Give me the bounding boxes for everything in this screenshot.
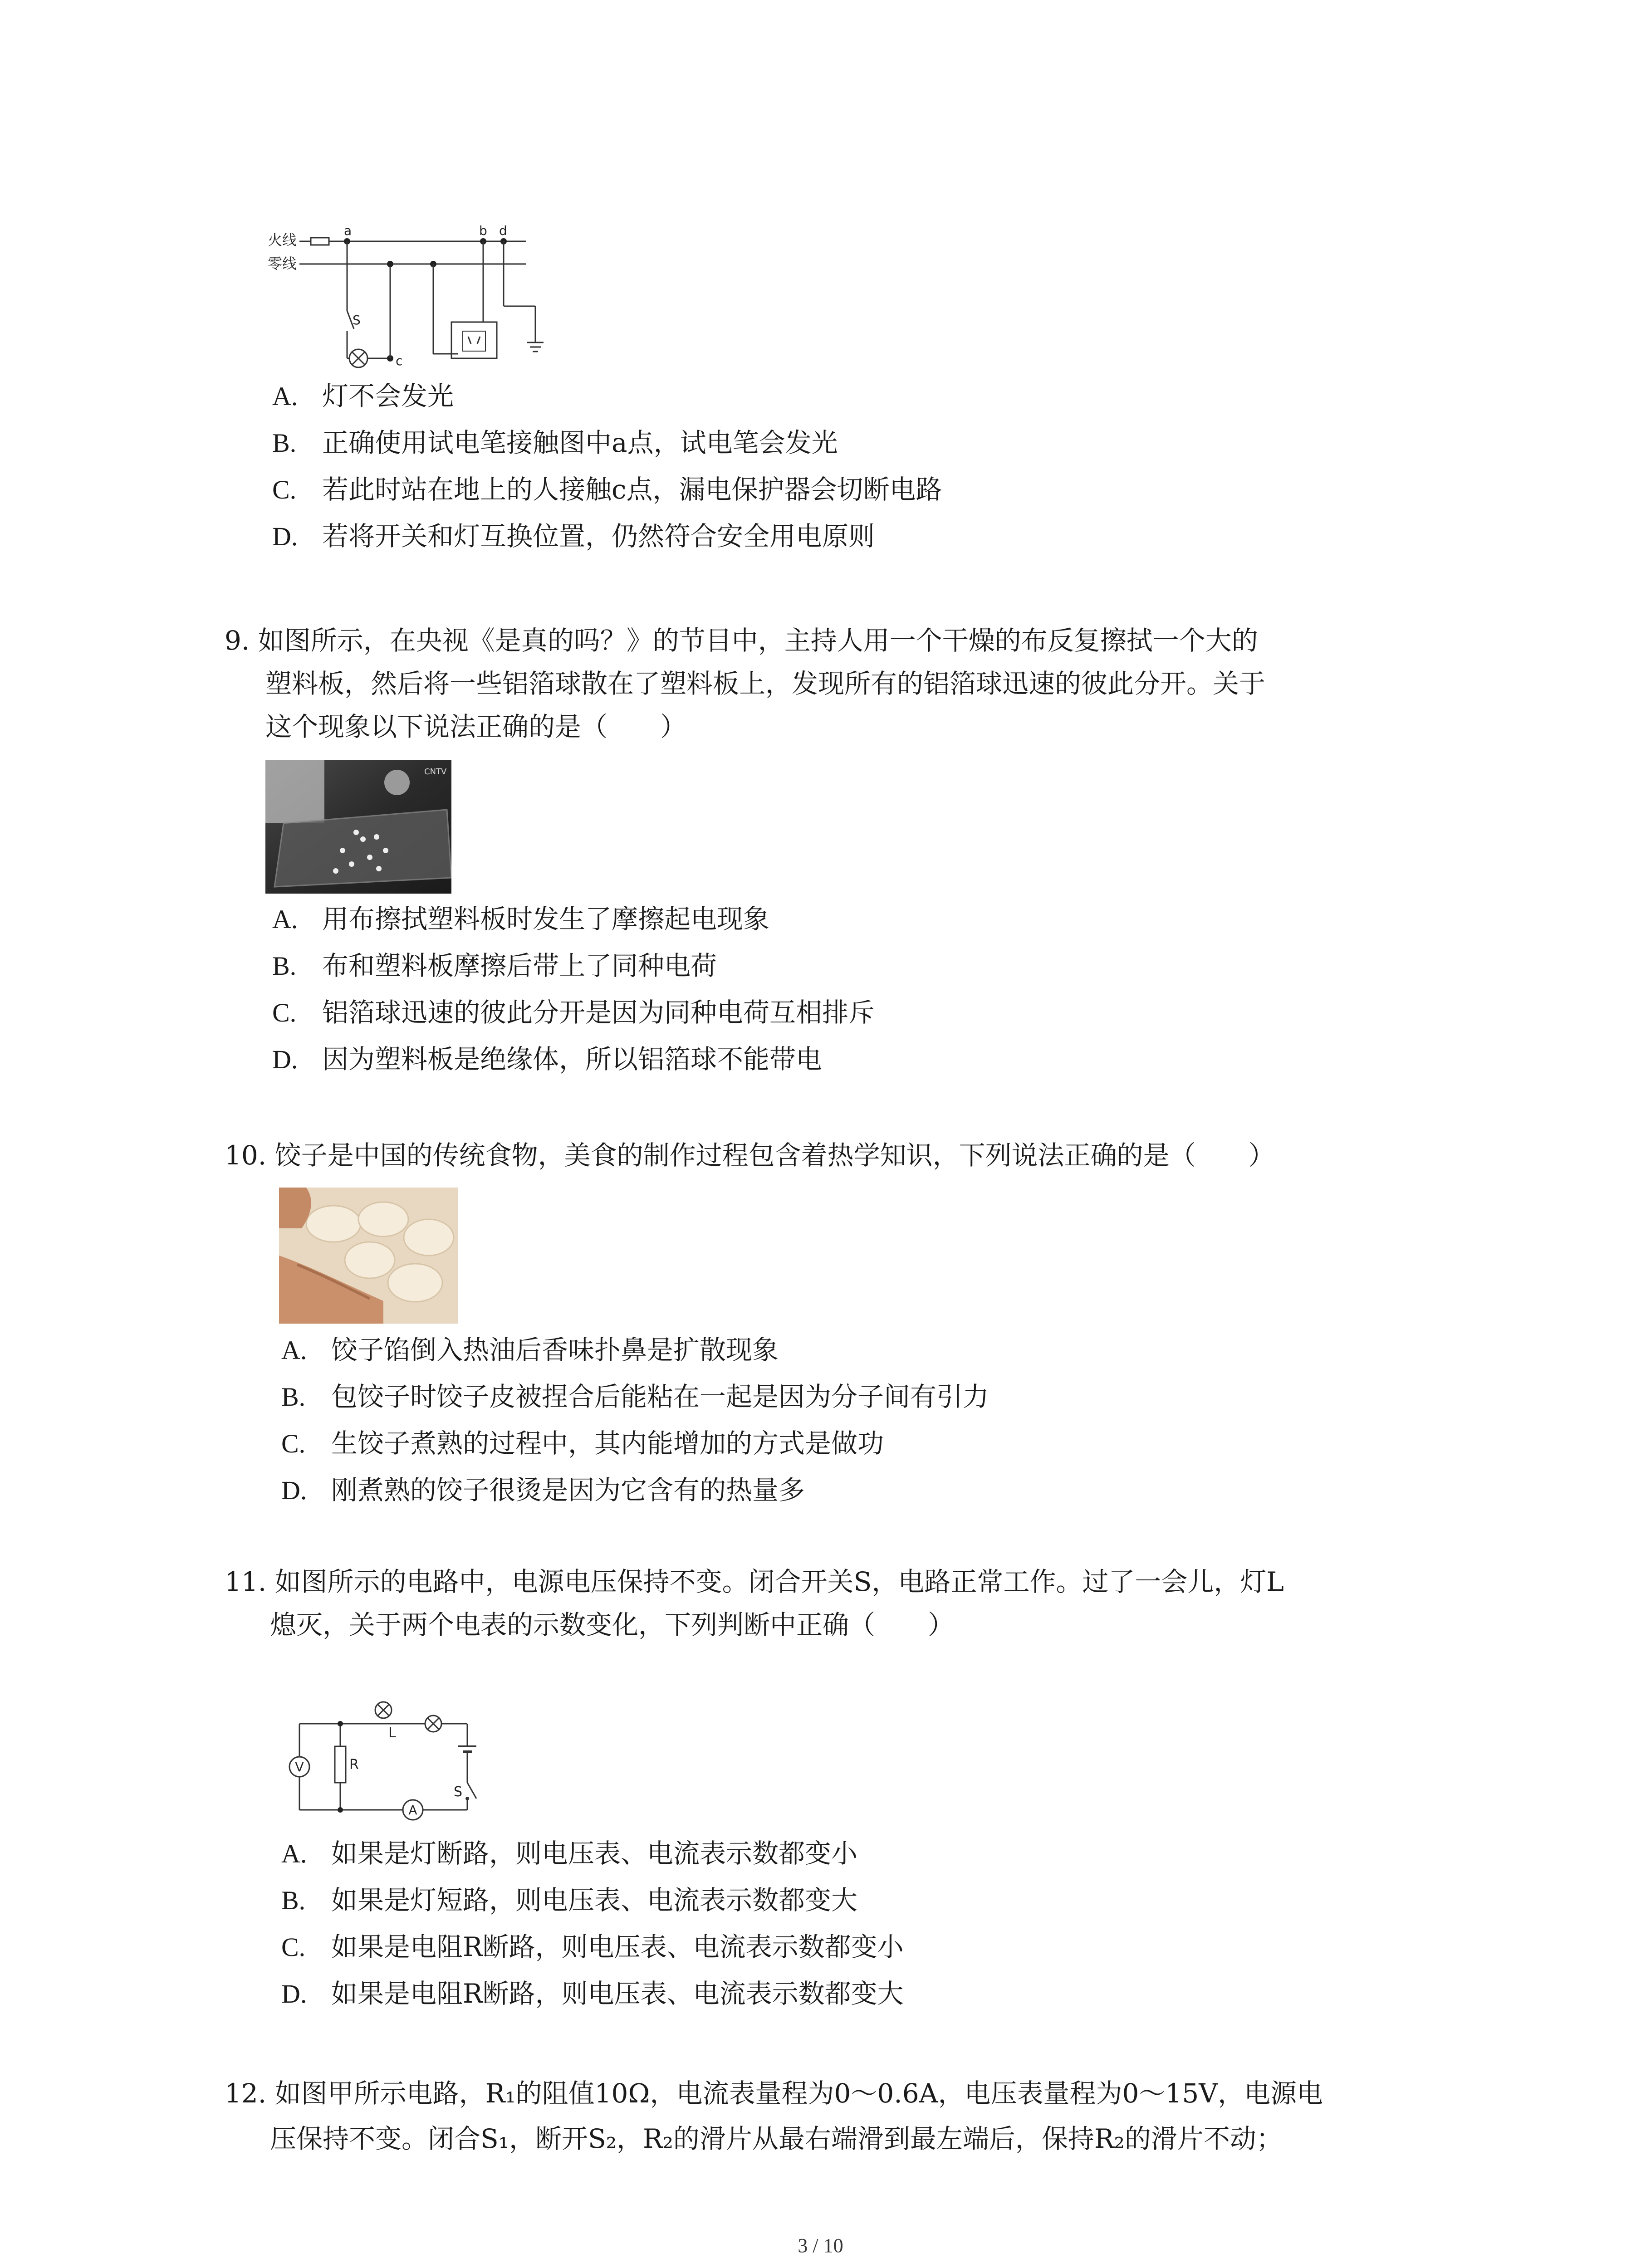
q9-line2: 塑料板，然后将一些铝箔球散在了塑料板上，发现所有的铝箔球迅速的彼此分开。关于 bbox=[265, 668, 1266, 699]
switch-label: S bbox=[454, 1784, 463, 1800]
q8-option-b[interactable]: B. 正确使用试电笔接触图中a点，试电笔会发光 bbox=[272, 427, 838, 458]
q8-option-c[interactable]: C. 若此时站在地上的人接触c点，漏电保护器会切断电路 bbox=[272, 474, 942, 505]
point-a-label: a bbox=[344, 223, 352, 238]
lamp-label: L bbox=[388, 1725, 396, 1741]
q12-line2: 压保持不变。闭合S₁，断开S₂，R₂的滑片从最右端滑到最左端后，保持R₂的滑片不动； bbox=[270, 2123, 1283, 2154]
q9-option-c[interactable]: C. 铝箔球迅速的彼此分开是因为同种电荷互相排斥 bbox=[272, 997, 875, 1028]
q8-option-d[interactable]: D. 若将开关和灯互换位置，仍然符合安全用电原则 bbox=[272, 521, 875, 552]
page-number: 3 / 10 bbox=[798, 2234, 843, 2257]
q11-options bbox=[281, 1830, 904, 2017]
switch-label: S bbox=[353, 313, 361, 327]
q11-circuit-diagram bbox=[281, 1696, 490, 1833]
q12-line1: 12. 如图甲所示电路，R₁的阻值10Ω，电流表量程为0～0.6A，电压表量程为0～15V，电源电 bbox=[225, 2078, 1323, 2109]
fuse bbox=[311, 238, 329, 245]
neutral-wire-label: 零线 bbox=[268, 255, 297, 272]
q11-option-a[interactable]: A. 如果是灯断路，则电压表、电流表示数都变小 bbox=[281, 1838, 858, 1869]
ammeter-label: A bbox=[408, 1803, 417, 1818]
q9-option-a[interactable]: A. 用布擦拭塑料板时发生了摩擦起电现象 bbox=[272, 904, 770, 934]
q10-options bbox=[281, 1327, 989, 1514]
q10-option-a[interactable]: A. 饺子馅倒入热油后香味扑鼻是扩散现象 bbox=[281, 1334, 779, 1365]
q9-photo bbox=[265, 760, 451, 894]
resistor-r bbox=[335, 1746, 346, 1783]
q9-stem bbox=[225, 619, 1495, 748]
point-c-label: c bbox=[396, 353, 403, 368]
q11-option-b[interactable]: B. 如果是灯短路，则电压表、电流表示数都变大 bbox=[281, 1885, 858, 1916]
q10-stem bbox=[225, 1134, 1495, 1177]
svg-text:CNTV: CNTV bbox=[424, 767, 447, 777]
q9-option-d[interactable]: D. 因为塑料板是绝缘体，所以铝箔球不能带电 bbox=[272, 1044, 823, 1075]
q10-option-b[interactable]: B. 包饺子时饺子皮被捏合后能粘在一起是因为分子间有引力 bbox=[281, 1381, 989, 1412]
q10-line1: 10. 饺子是中国的传统食物，美食的制作过程包含着热学知识，下列说法正确的是（ ） bbox=[225, 1140, 1275, 1171]
q10-option-d[interactable]: D. 刚煮熟的饺子很烫是因为它含有的热量多 bbox=[281, 1475, 805, 1505]
q8-options bbox=[272, 373, 942, 560]
live-wire-label: 火线 bbox=[268, 231, 297, 249]
q11-option-d[interactable]: D. 如果是电阻R断路，则电压表、电流表示数都变大 bbox=[281, 1978, 904, 2009]
point-b-label: b bbox=[479, 223, 487, 238]
voltmeter-label: V bbox=[295, 1760, 304, 1774]
switch-s bbox=[467, 1783, 476, 1799]
q9-option-b[interactable]: B. 布和塑料板摩擦后带上了同种电荷 bbox=[272, 950, 717, 981]
q9-options bbox=[272, 896, 875, 1083]
q11-line1: 11. 如图所示的电路中，电源电压保持不变。闭合开关S，电路正常工作。过了一会儿，灯L bbox=[225, 1566, 1284, 1597]
q11-line2: 熄灭，关于两个电表的示数变化，下列判断中正确（ ） bbox=[270, 1609, 955, 1640]
resistor-label: R bbox=[349, 1757, 359, 1773]
q12-stem bbox=[225, 2071, 1518, 2161]
q10-option-c[interactable]: C. 生饺子煮熟的过程中，其内能增加的方式是做功 bbox=[281, 1428, 884, 1459]
q8-circuit-diagram bbox=[263, 218, 554, 372]
q11-stem bbox=[225, 1560, 1495, 1647]
q9-line3: 这个现象以下说法正确的是（ ） bbox=[265, 711, 687, 742]
socket-icon bbox=[451, 322, 497, 358]
q9-line1: 9. 如图所示，在央视《是真的吗？》的节目中，主持人用一个干燥的布反复擦拭一个大的 bbox=[225, 625, 1258, 656]
q11-option-c[interactable]: C. 如果是电阻R断路，则电压表、电流表示数都变小 bbox=[281, 1931, 904, 1962]
point-d-label: d bbox=[499, 223, 507, 238]
q8-option-a[interactable]: A. 灯不会发光 bbox=[272, 381, 454, 411]
q10-photo bbox=[279, 1188, 458, 1324]
